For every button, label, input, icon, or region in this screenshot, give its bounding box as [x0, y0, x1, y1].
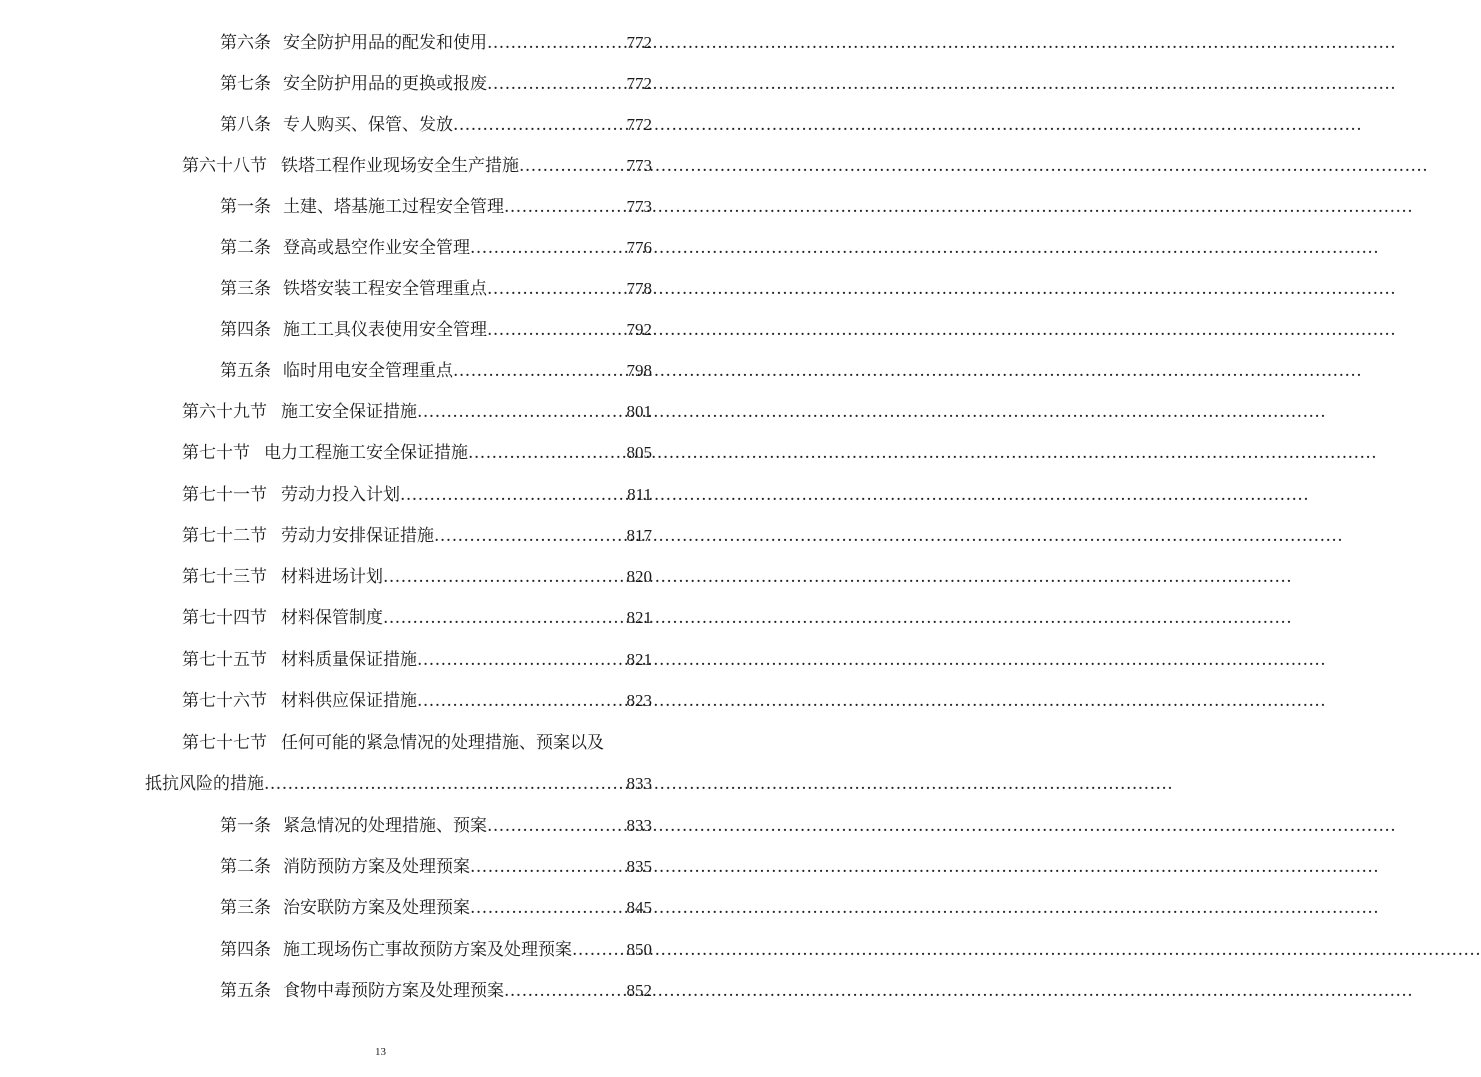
toc-entry	[220, 356, 652, 386]
toc-entry-title: 土建、塔基施工过程安全管理	[283, 197, 504, 217]
toc-leader-dots	[487, 274, 627, 304]
toc-entry	[220, 811, 652, 841]
page-number: 13	[375, 1046, 386, 1058]
toc-entry-page: 852	[626, 981, 652, 1000]
toc-entry-page: 801	[626, 402, 652, 421]
toc-entry	[220, 28, 652, 58]
toc-entry-title: 任何可能的紧急情况的处理措施、预案以及	[281, 733, 604, 753]
toc-entry-title: 劳动力投入计划	[281, 485, 400, 505]
toc-leader-dots	[487, 28, 627, 58]
toc-entry-title: 施工安全保证措施	[281, 402, 417, 422]
toc-leader-dots	[264, 769, 627, 799]
toc-entry-title: 铁塔安装工程安全管理重点	[283, 279, 487, 299]
toc-entry	[220, 69, 652, 99]
toc-entry-number: 第三条	[220, 279, 271, 299]
toc-entry-number: 第五条	[220, 361, 271, 381]
toc-entry	[220, 233, 652, 263]
toc-entry-title: 紧急情况的处理措施、预案	[283, 816, 487, 836]
toc-entry-page: 805	[626, 443, 652, 462]
toc-entry-number: 第八条	[220, 115, 271, 135]
toc-entry-page: 821	[626, 608, 652, 627]
toc-entry-title: 施工现场伤亡事故预防方案及处理预案	[283, 940, 572, 960]
toc-entry-title: 材料进场计划	[281, 567, 383, 587]
toc-leader-dots	[434, 521, 627, 551]
toc-entry-title: 安全防护用品的配发和使用	[283, 33, 487, 53]
toc-entry	[220, 274, 652, 304]
toc-entry	[182, 645, 652, 675]
toc-entry-title: 劳动力安排保证措施	[281, 526, 434, 546]
toc-entry	[182, 151, 652, 181]
toc-entry-number: 第七十一节	[182, 485, 267, 505]
toc-entry-page: 778	[626, 279, 652, 298]
toc-entry-number: 第五条	[220, 981, 271, 1001]
toc-entry-page: 772	[626, 115, 652, 134]
toc-entry-number: 第二条	[220, 857, 271, 877]
toc-entry-title: 材料保管制度	[281, 608, 383, 628]
toc-entry-wrapped-line1	[182, 728, 652, 758]
toc-leader-dots	[470, 893, 627, 923]
toc-entry-number: 第六十九节	[182, 402, 267, 422]
toc-entry-title: 治安联防方案及处理预案	[283, 898, 470, 918]
toc-entry-page: 772	[626, 33, 652, 52]
toc-entry-title: 食物中毒预防方案及处理预案	[283, 981, 504, 1001]
toc-entry-wrapped-line2	[145, 769, 652, 799]
toc-leader-dots	[572, 935, 627, 965]
toc-entry-number: 第二条	[220, 238, 271, 258]
toc-entry-title: 消防预防方案及处理预案	[283, 857, 470, 877]
toc-leader-dots	[468, 438, 627, 468]
toc-entry-page: 833	[626, 816, 652, 835]
toc-entry	[182, 686, 652, 716]
toc-entry-page: 820	[626, 567, 652, 586]
toc-entry-number: 第七十七节	[182, 733, 267, 753]
toc-entry-number: 第七十三节	[182, 567, 267, 587]
toc-leader-dots	[470, 852, 627, 882]
toc-entry-page: 811	[627, 485, 652, 504]
toc-entry-page: 823	[626, 691, 652, 710]
toc-entry-page: 773	[626, 197, 652, 216]
toc-leader-dots	[487, 69, 627, 99]
toc-entry	[182, 397, 652, 427]
toc-entry-page: 835	[626, 857, 652, 876]
toc-entry-title: 铁塔工程作业现场安全生产措施	[281, 156, 519, 176]
toc-entry	[220, 852, 652, 882]
toc-entry-title: 电力工程施工安全保证措施	[264, 443, 468, 463]
toc-entry-page: 833	[626, 774, 652, 793]
toc-entry-number: 第七十二节	[182, 526, 267, 546]
toc-leader-dots	[417, 686, 627, 716]
toc-leader-dots	[504, 976, 627, 1006]
toc-entry	[220, 192, 652, 222]
toc-entry-number: 第七条	[220, 74, 271, 94]
toc-leader-dots	[453, 356, 627, 386]
toc-entry-number: 第七十四节	[182, 608, 267, 628]
toc-entry-number: 第四条	[220, 940, 271, 960]
toc-entry	[182, 562, 652, 592]
toc-entry-number: 第四条	[220, 320, 271, 340]
toc-entry-title: 施工工具仪表使用安全管理	[283, 320, 487, 340]
toc-entry-page: 798	[626, 361, 652, 380]
toc-entry-number: 第六十八节	[182, 156, 267, 176]
toc-entry-number: 第一条	[220, 197, 271, 217]
toc-entry-page: 817	[626, 526, 652, 545]
toc-entry	[182, 603, 652, 633]
toc-entry-page: 850	[626, 940, 652, 959]
toc-leader-dots	[417, 397, 627, 427]
toc-entry-page: 772	[626, 74, 652, 93]
toc-entry-title: 材料质量保证措施	[281, 650, 417, 670]
toc-entry-title: 专人购买、保管、发放	[283, 115, 453, 135]
toc-entry-number: 第七十节	[182, 443, 250, 463]
toc-leader-dots	[400, 480, 627, 510]
toc-entry-page: 792	[626, 320, 652, 339]
toc-entry-title: 临时用电安全管理重点	[283, 361, 453, 381]
toc-entry-number: 第六条	[220, 33, 271, 53]
toc-entry-title: 安全防护用品的更换或报废	[283, 74, 487, 94]
toc-entry-page: 773	[626, 156, 652, 175]
toc-entry-title-continued: 抵抗风险的措施	[145, 774, 264, 794]
toc-entry-page: 821	[626, 650, 652, 669]
toc-leader-dots	[487, 811, 627, 841]
toc-entry-title: 登高或悬空作业安全管理	[283, 238, 470, 258]
toc-leader-dots	[487, 315, 627, 345]
toc-leader-dots	[453, 110, 627, 140]
toc-entry-title: 材料供应保证措施	[281, 691, 417, 711]
toc-entry-page: 776	[626, 238, 652, 257]
toc-entry-number: 第七十五节	[182, 650, 267, 670]
toc-leader-dots	[417, 645, 627, 675]
toc-leader-dots	[519, 151, 627, 181]
toc-leader-dots	[470, 233, 627, 263]
toc-entry	[220, 315, 652, 345]
toc-entry	[182, 480, 652, 510]
toc-entry	[220, 976, 652, 1006]
toc-entry-page: 845	[626, 898, 652, 917]
toc-entry-number: 第七十六节	[182, 691, 267, 711]
toc-leader-dots	[383, 562, 627, 592]
toc-entry	[220, 110, 652, 140]
toc-entry	[182, 438, 652, 468]
toc-entry-number: 第三条	[220, 898, 271, 918]
toc-entry	[220, 935, 652, 965]
toc-entry	[182, 521, 652, 551]
toc-leader-dots	[504, 192, 627, 222]
toc-entry	[220, 893, 652, 923]
toc-leader-dots	[383, 603, 627, 633]
toc-entry-number: 第一条	[220, 816, 271, 836]
